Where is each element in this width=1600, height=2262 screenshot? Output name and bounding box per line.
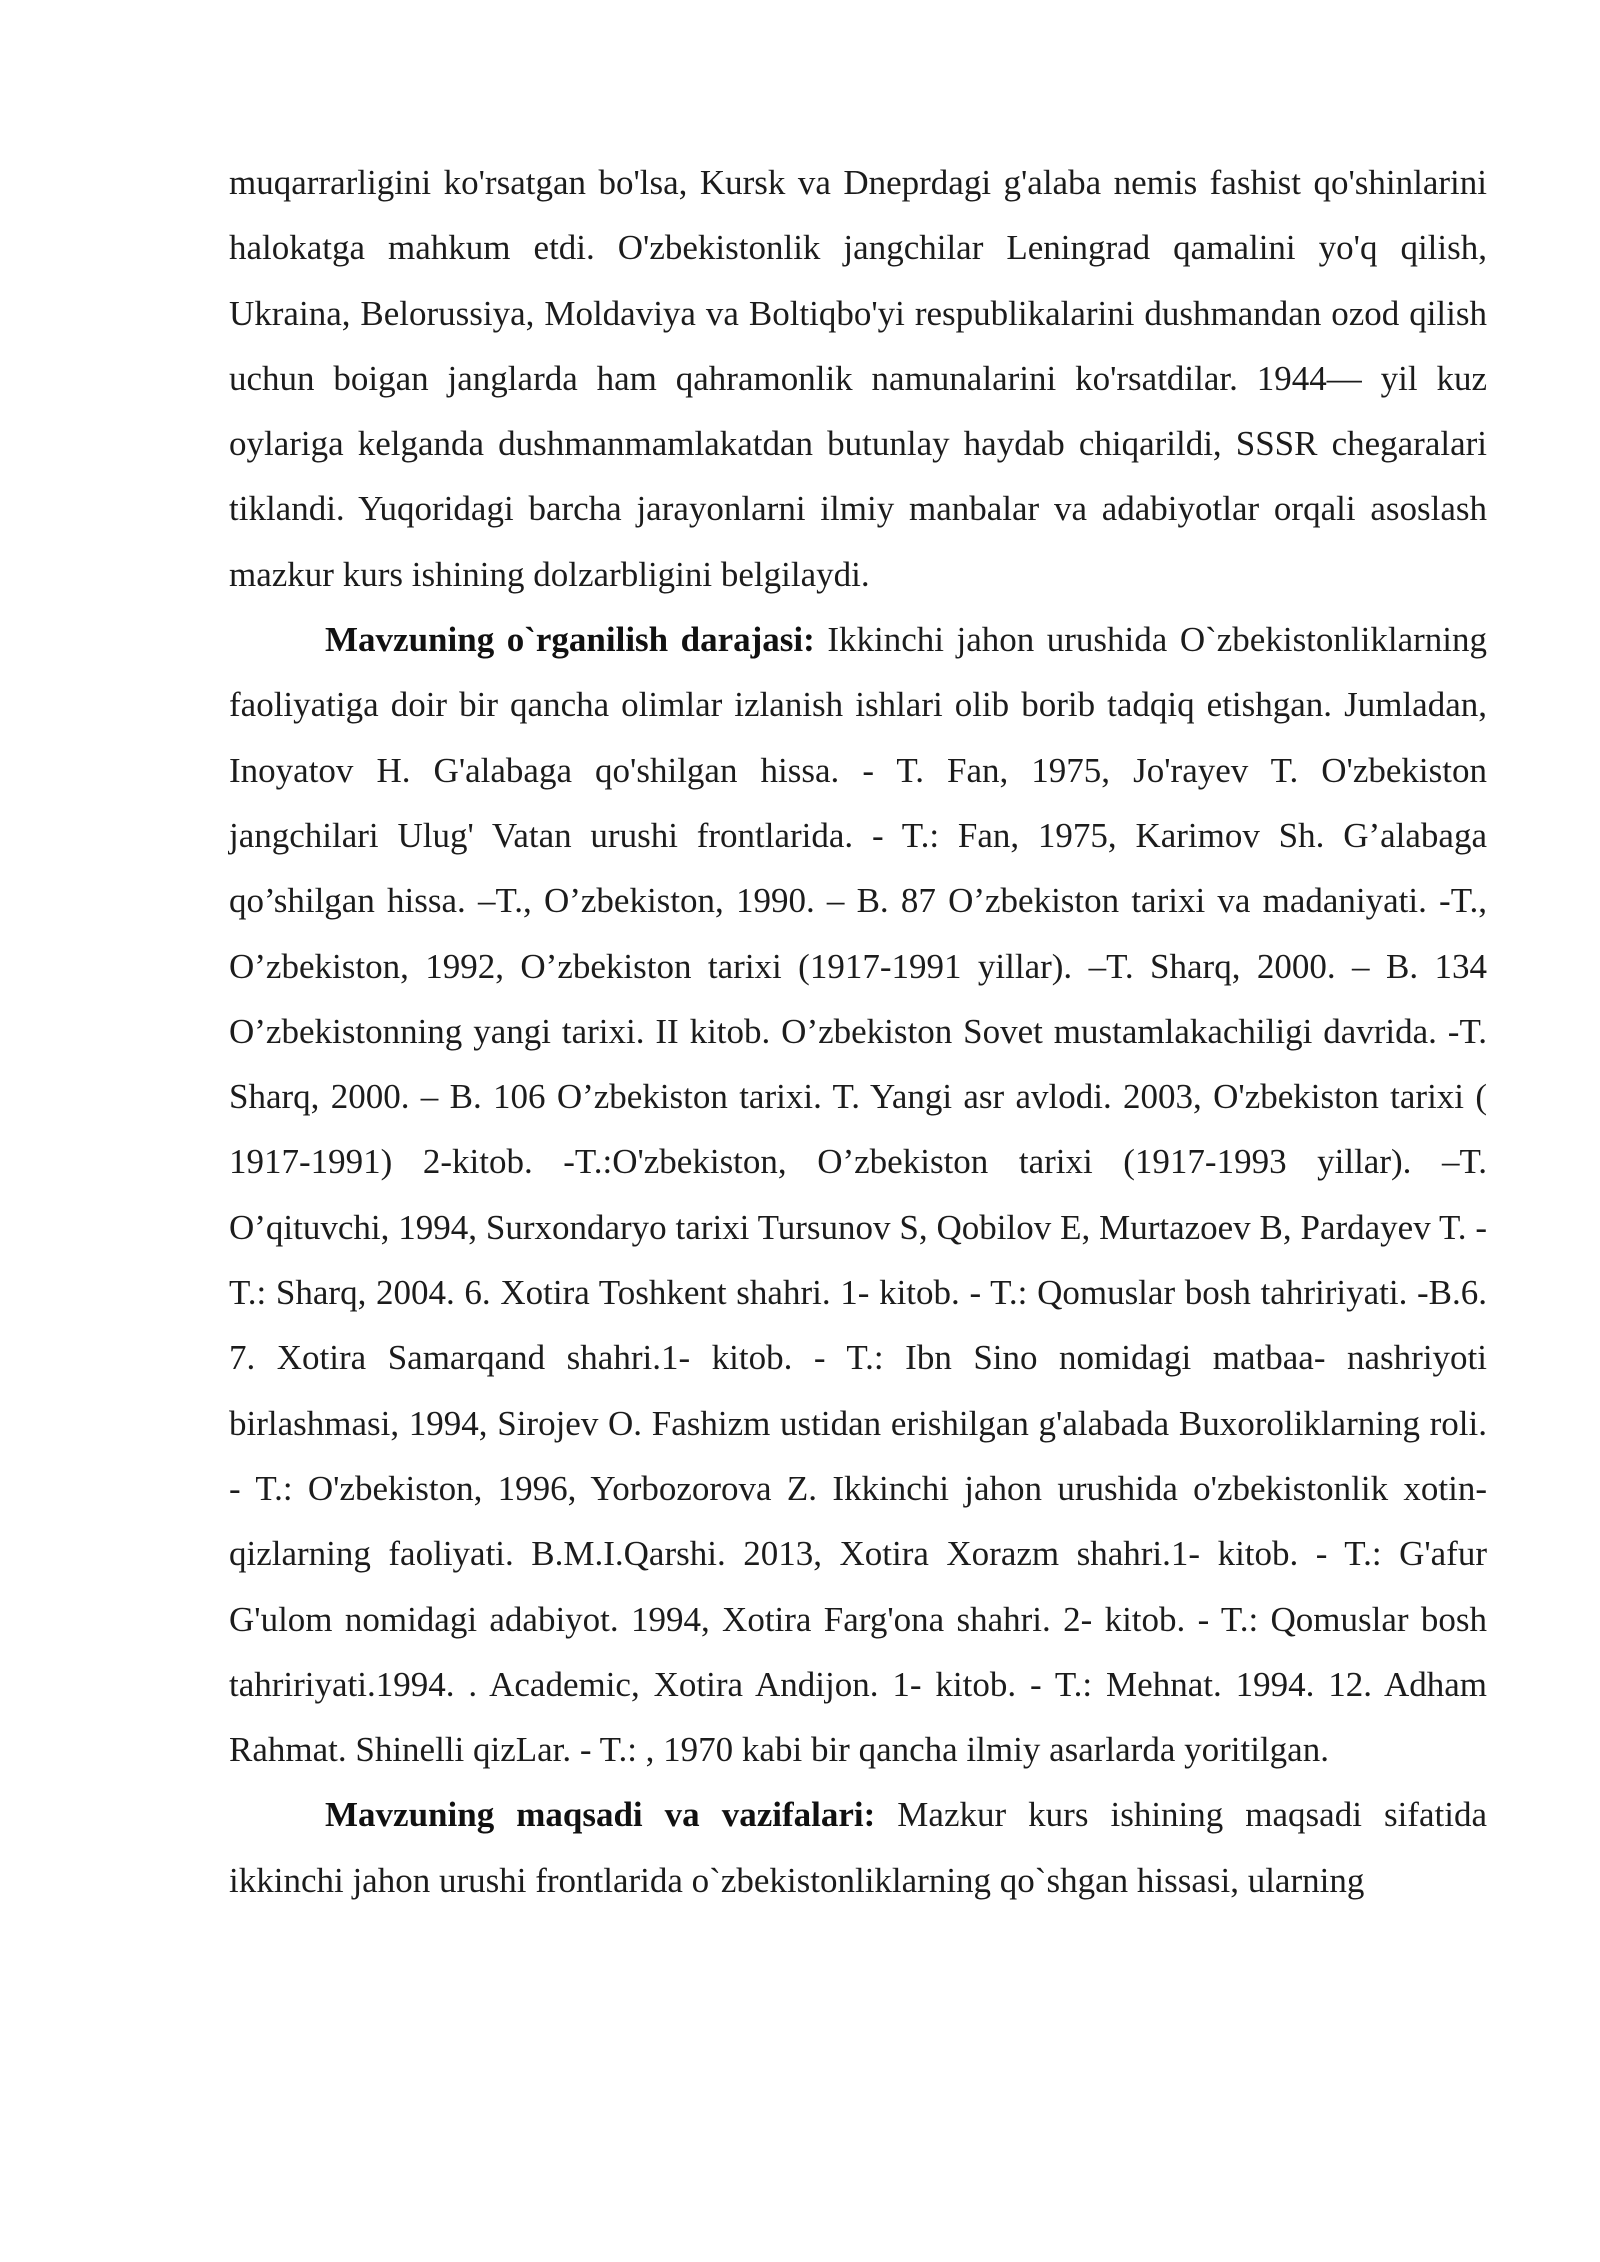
paragraph-relevance [229, 150, 1487, 607]
section-heading-study-level: Mavzuning o`rganilish darajasi: [325, 620, 815, 660]
document-body [229, 150, 1487, 1913]
paragraph-text: Mazkur kurs ishining maqsadi sifatida ikkinchi jahon urushi frontlarida o`zbekistonliklarning qo`shgan hissasi, ularning [229, 1795, 1487, 1900]
paragraph-text: muqarrarligini ko'rsatgan bo'lsa, Kursk va Dneprdagi g'alaba nemis fashist qo'shinlarini halokatga mahkum etdi. O'zbekistonlik jangchilar Leningrad qamalini yo'q qilish, Ukraina, Belorussiya, Moldaviya va Boltiqbo'yi respublikalarini dushmandan ozod qilish uchun boigan janglarda ham qahramonlik namunalarini ko'rsatdilar. 1944— yil kuz oylariga kelganda dushmanmamlakatdan butunlay haydab chiqarildi, SSSR chegaralari tiklandi. Yuqoridagi barcha jarayonlarni ilmiy manbalar va adabiyotlar orqali asoslash mazkur kurs ishining dolzarbligini belgilaydi. [229, 163, 1487, 594]
section-heading-goals: Mavzuning maqsadi va vazifalari: [325, 1795, 876, 1835]
paragraph-study-level [229, 607, 1487, 1782]
paragraph-text: Ikkinchi jahon urushida O`zbekistonliklarning faoliyatiga doir bir qancha olimlar izlanish ishlari olib borib tadqiq etishgan. Jumladan, Inoyatov H. G'alabaga qo'shilgan hissa. - T. Fan, 1975, Jo'rayev T. O'zbekiston jangchilari Ulug' Vatan urushi frontlarida. - T.: Fan, 1975, Karimov Sh. G’alabaga qo’shilgan hissa. –T., O’zbekiston, 1990. – B. 87 O’zbekiston tarixi va madaniyati. -T., O’zbekiston, 1992, O’zbekiston tarixi (1917-1991 yillar). –T. Sharq, 2000. – B. 134 O’zbekistonning yangi tarixi. II kitob. O’zbekiston Sovet mustamlakachiligi davrida. -T. Sharq, 2000. – B. 106 O’zbekiston tarixi. T. Yangi asr avlodi. 2003, O'zbekiston tarixi ( 1917-1991) 2-kitob. -T.:O'zbekiston, O’zbekiston tarixi (1917-1993 yillar). –T. O’qituvchi, 1994, Surxondaryo tarixi Tursunov S, Qobilov E, Murtazoev B, Pardayev T. - T.: Sharq, 2004. 6. Xotira Toshkent shahri. 1- kitob. - T.: Qomuslar bosh tahririyati. -B.6. 7. Xotira Samarqand shahri.1- kitob. - T.: Ibn Sino nomidagi matbaa- nashriyoti birlashmasi, 1994, Sirojev O. Fashizm ustidan erishilgan g'alabada Buxoroliklarning roli. - T.: O'zbekiston, 1996, Yorbozorova Z. Ikkinchi jahon urushida o'zbekistonlik xotin- qizlarning faoliyati. B.M.I.Qarshi. 2013, Xotira Xorazm shahri.1- kitob. - T.: G'afur G'ulom nomidagi adabiyot. 1994, Xotira Farg'ona shahri. 2- kitob. - T.: Qomuslar bosh tahririyati.1994. . Academic, Xotira Andijon. 1- kitob. - T.: Mehnat. 1994. 12. Adham Rahmat. Shinelli qizLar. - T.: , 1970 kabi bir qancha ilmiy asarlarda yoritilgan. [229, 620, 1487, 1770]
paragraph-goals [229, 1782, 1487, 1913]
